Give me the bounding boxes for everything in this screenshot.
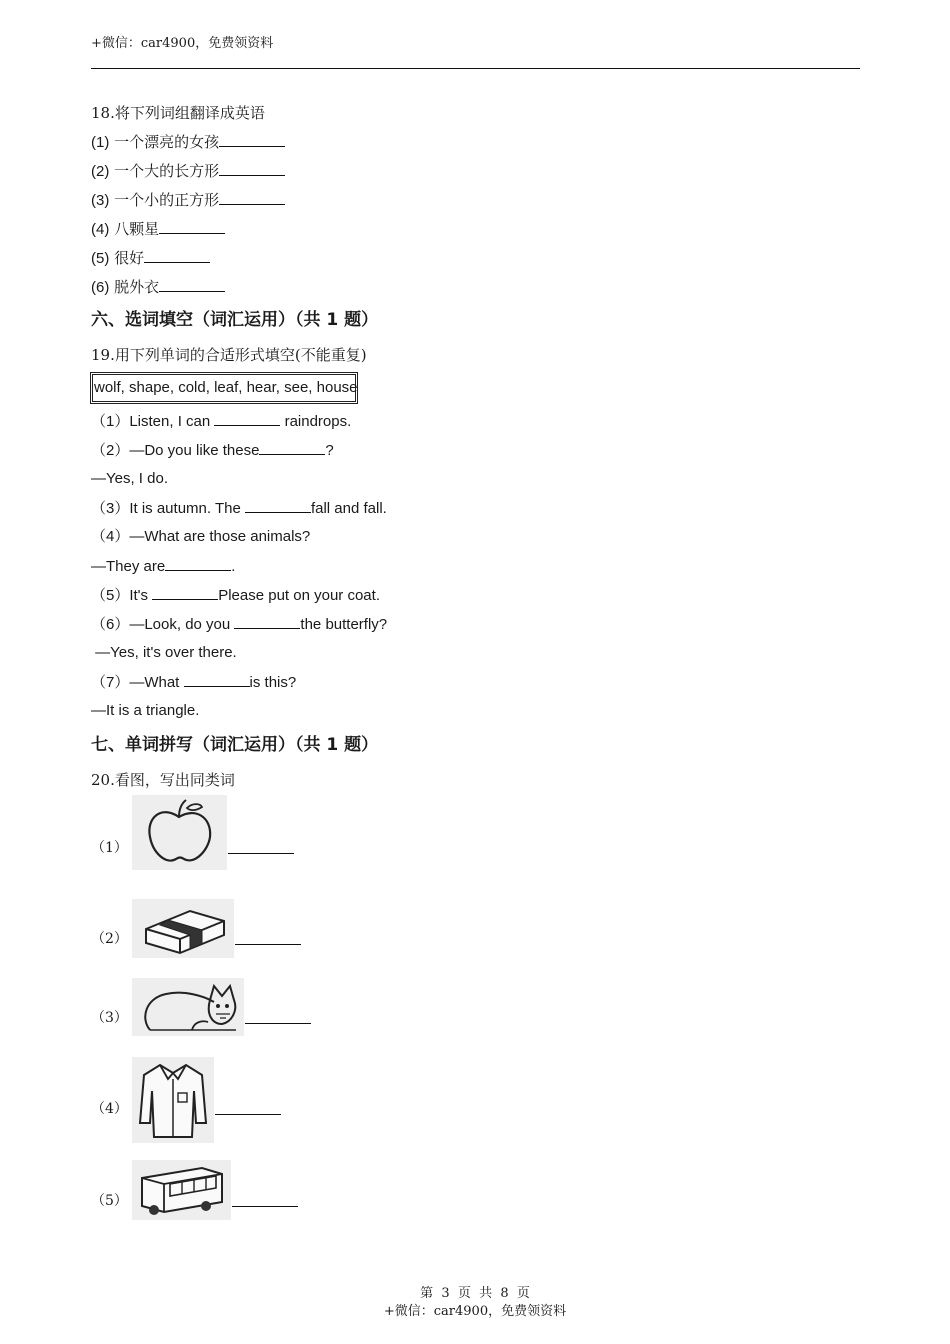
answer-blank[interactable] <box>144 248 210 263</box>
bus-picture-icon <box>132 1160 231 1220</box>
q19-line-text: （4）—What are those animals? <box>91 528 311 545</box>
q19-line-text: （5）It's <box>91 587 153 604</box>
q20-item-num: （1） <box>91 840 128 856</box>
answer-blank[interactable] <box>159 277 225 292</box>
q18-item-text: 一个漂亮的女孩 <box>114 133 220 151</box>
q18-item-4 <box>91 219 225 240</box>
q19-title: 19.用下列单词的合适形式填空(不能重复) <box>91 346 367 364</box>
q20-item-num: （4） <box>91 1101 128 1117</box>
q18-item-num: (6) <box>91 279 110 296</box>
q19-line-text: is this? <box>249 674 297 691</box>
q19-line-11 <box>91 701 199 721</box>
bus-drawing <box>132 1160 231 1220</box>
q19-line-text: —It is a triangle. <box>91 702 200 719</box>
section-6-title: 六、选词填空（词汇运用）（共 1 题） <box>91 310 379 330</box>
q18-item-5 <box>91 248 210 269</box>
answer-blank[interactable] <box>245 498 311 513</box>
q19-line-text: （7）—What <box>91 674 184 691</box>
q19-line-8 <box>91 614 387 635</box>
q19-line-text: —They are <box>91 558 166 575</box>
answer-blank[interactable] <box>165 556 231 571</box>
q19-line-text: raindrops. <box>280 413 352 430</box>
q19-line-text: （1）Listen, I can <box>91 413 215 430</box>
q19-line-10 <box>91 672 296 693</box>
q19-line-1 <box>91 411 351 432</box>
q19-line-text: （3）It is autumn. The <box>91 500 245 517</box>
q18-item-num: (2) <box>91 163 110 180</box>
answer-blank[interactable] <box>219 190 285 205</box>
eraser-drawing <box>132 899 234 958</box>
q19-line-7 <box>91 585 380 606</box>
answer-blank[interactable] <box>215 1114 281 1115</box>
q19-line-9 <box>91 643 237 663</box>
section-7-title: 七、单词拼写（词汇运用）（共 1 题） <box>91 735 379 755</box>
q18-item-text: 脱外衣 <box>114 278 160 296</box>
q20-title: 20.看图，写出同类词 <box>91 771 235 789</box>
answer-blank[interactable] <box>159 219 225 234</box>
q20-item-num: （2） <box>91 931 128 947</box>
q18-item-1 <box>91 132 285 153</box>
answer-blank[interactable] <box>234 614 300 629</box>
answer-blank[interactable] <box>219 132 285 147</box>
header-text: +微信：car4900，免费领资料 <box>91 36 274 51</box>
q19-line-text: fall and fall. <box>310 500 387 517</box>
page-number: 第 3 页 共 8 页 <box>420 1286 530 1301</box>
answer-blank[interactable] <box>219 161 285 176</box>
answer-blank[interactable] <box>214 411 280 426</box>
header-divider <box>91 68 860 69</box>
word-box: wolf, shape, cold, leaf, hear, see, house <box>90 372 358 404</box>
q19-line-5 <box>91 527 310 547</box>
q18-item-3 <box>91 190 285 211</box>
q18-item-num: (4) <box>91 221 110 238</box>
q19-line-text: （6）—Look, do you <box>91 616 235 633</box>
q20-item-num: （5） <box>91 1193 128 1209</box>
q19-line-text: the butterfly? <box>300 616 388 633</box>
q20-item-num: （3） <box>91 1010 128 1026</box>
apple-drawing <box>132 795 227 870</box>
q18-title: 18.将下列词组翻译成英语 <box>91 104 265 122</box>
q19-line-text: —Yes, it's over there. <box>91 644 237 661</box>
q18-item-text: 很好 <box>114 249 145 267</box>
q19-line-text: —Yes, I do. <box>91 470 168 487</box>
cat-picture-icon <box>132 978 244 1036</box>
answer-blank[interactable] <box>184 672 250 687</box>
q18-item-num: (1) <box>91 134 110 151</box>
q18-item-num: (5) <box>91 250 110 267</box>
shirt-drawing <box>132 1057 214 1143</box>
q19-line-text: Please put on your coat. <box>218 587 380 604</box>
q18-item-num: (3) <box>91 192 110 209</box>
answer-blank[interactable] <box>259 440 325 455</box>
answer-blank[interactable] <box>232 1206 298 1207</box>
q19-line-text: . <box>231 558 236 575</box>
q19-line-text: ? <box>325 442 334 459</box>
eraser-picture-icon <box>132 899 234 958</box>
q19-line-3 <box>91 469 168 489</box>
answer-blank[interactable] <box>152 585 218 600</box>
q18-item-2 <box>91 161 285 182</box>
answer-blank[interactable] <box>245 1023 311 1024</box>
q19-line-6 <box>91 556 235 577</box>
footer-text: +微信：car4900，免费领资料 <box>383 1304 567 1319</box>
q18-item-text: 八颗星 <box>114 220 160 238</box>
q19-line-4 <box>91 498 387 519</box>
shirt-picture-icon <box>132 1057 214 1143</box>
q18-item-text: 一个小的正方形 <box>114 191 220 209</box>
q18-item-text: 一个大的长方形 <box>114 162 220 180</box>
q19-line-text: （2）—Do you like these <box>91 442 260 459</box>
answer-blank[interactable] <box>228 853 294 854</box>
apple-picture-icon <box>132 795 227 870</box>
q18-item-6 <box>91 277 225 298</box>
cat-drawing <box>132 978 244 1036</box>
answer-blank[interactable] <box>235 944 301 945</box>
q19-line-2 <box>91 440 334 461</box>
